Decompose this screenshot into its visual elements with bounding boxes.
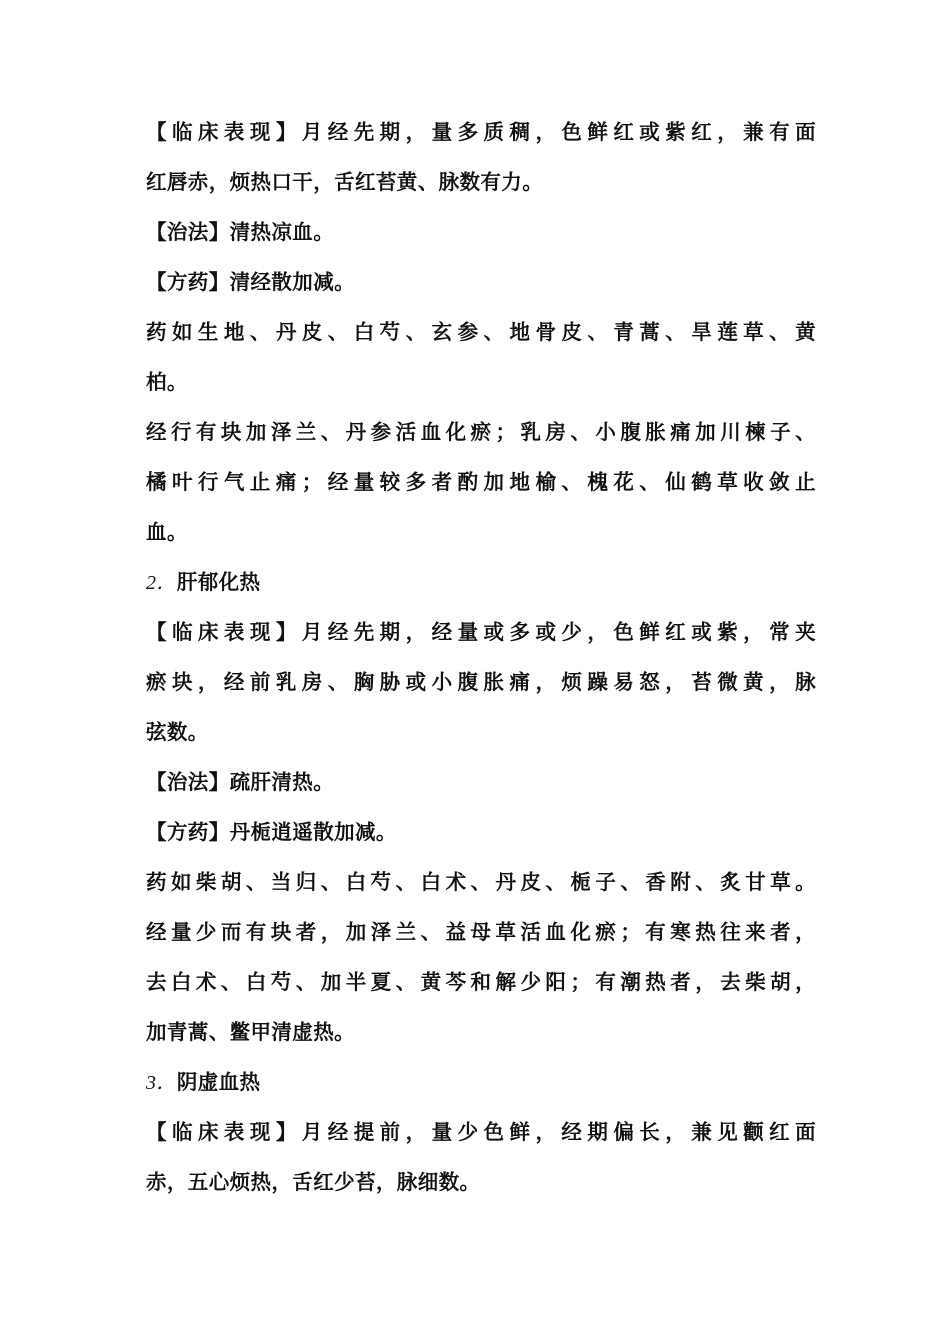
section-heading [146,557,816,607]
text-line: 红唇赤，烦热口干，舌红苔黄、脉数有力。 [146,170,544,194]
text-line: 【治法】疏肝清热。 [146,770,335,794]
section-number: 3． [146,1072,177,1094]
section-title: 肝郁化热 [176,570,261,594]
text-line: 去白术、白芍、加半夏、黄芩和解少阳；有潮热者，去柴胡， [146,970,816,994]
text-line: 【临床表现】月经提前，量少色鲜，经期偏长，兼见颧红面 [146,1120,816,1144]
text-line: 加青蒿、鳖甲清虚热。 [146,1020,355,1044]
text-line: 弦数。 [146,720,209,744]
text-line: 橘叶行气止痛；经量较多者酌加地榆、槐花、仙鹤草收敛止 [146,470,816,494]
section-heading [146,1057,816,1107]
text-line: 【临床表现】月经先期，量多质稠，色鲜红或紫红，兼有面 [146,120,816,144]
text-line: 【治法】清热凉血。 [146,220,335,244]
text-line: 【方药】清经散加减。 [146,270,355,294]
text-line: 【方药】丹栀逍遥散加减。 [146,820,397,844]
text-line: 药如生地、丹皮、白芍、玄参、地骨皮、青蒿、旱莲草、黄 [146,320,816,344]
text-line: 赤，五心烦热，舌红少苔，脉细数。 [146,1170,481,1194]
section-title: 阴虚血热 [176,1070,261,1094]
text-line: 经行有块加泽兰、丹参活血化瘀；乳房、小腹胀痛加川楝子、 [146,420,816,444]
text-line: 血。 [146,520,188,544]
section-number: 2． [146,572,177,594]
text-line: 【临床表现】月经先期，经量或多或少，色鲜红或紫，常夹 [146,620,816,644]
text-line: 柏。 [146,370,188,394]
text-line: 药如柴胡、当归、白芍、白术、丹皮、栀子、香附、炙甘草。 [146,870,816,894]
text-line: 经量少而有块者，加泽兰、益母草活血化瘀；有寒热往来者， [146,920,816,944]
text-line: 瘀块，经前乳房、胸胁或小腹胀痛，烦躁易怒，苔微黄，脉 [146,670,816,694]
